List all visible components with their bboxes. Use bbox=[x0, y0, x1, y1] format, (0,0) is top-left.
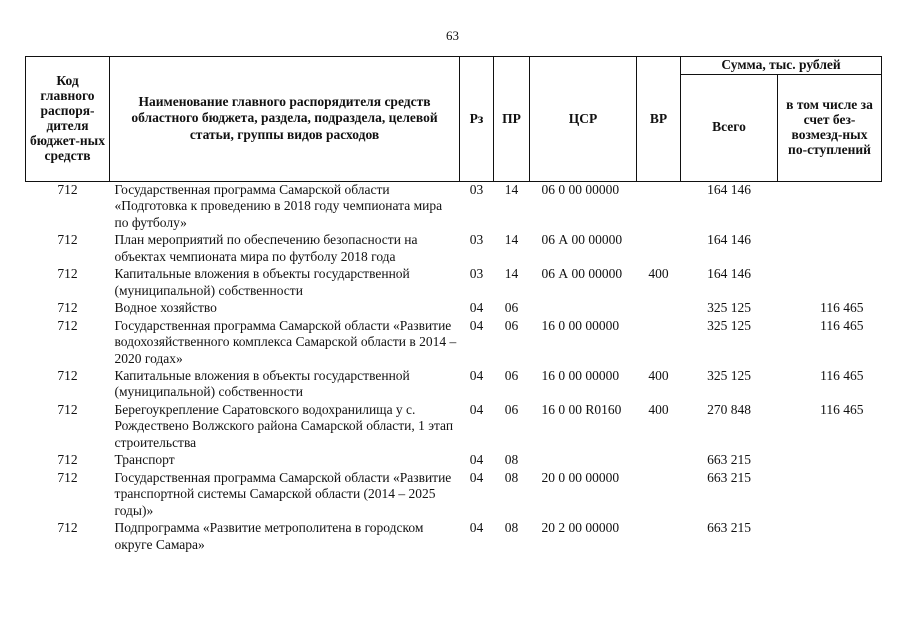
cell-rz: 04 bbox=[469, 401, 484, 417]
page-number: 63 bbox=[446, 28, 459, 43]
table-row bbox=[26, 470, 882, 520]
header-total: Всего bbox=[681, 74, 778, 181]
cell-free: 116 465 bbox=[820, 300, 864, 316]
cell-code: 712 bbox=[57, 300, 78, 316]
cell-code: 712 bbox=[57, 368, 78, 383]
cell-vr: 400 bbox=[648, 368, 669, 383]
cell-free: 116 465 bbox=[820, 401, 864, 417]
cell-name: Государственная программа Самарской области «Развитие водохозяйственного комплекса Самарской области в 2014 – 2020 годах» bbox=[114, 317, 457, 366]
header-vr: ВР bbox=[637, 57, 681, 182]
cell-pr: 08 bbox=[504, 452, 519, 468]
cell-pr: 14 bbox=[504, 232, 519, 248]
cell-code: 712 bbox=[57, 520, 78, 536]
table-row bbox=[26, 452, 882, 469]
cell-free bbox=[778, 452, 882, 469]
cell-pr: 06 bbox=[504, 300, 519, 316]
cell-csr: 06 А 00 00000 bbox=[541, 266, 623, 282]
table-row bbox=[26, 300, 882, 317]
table-row bbox=[26, 318, 882, 368]
header-sum: Сумма, тыс. рублей bbox=[681, 57, 882, 75]
cell-csr: 06 0 00 00000 bbox=[541, 181, 620, 197]
cell-csr bbox=[530, 452, 637, 469]
cell-total: 663 215 bbox=[707, 469, 751, 485]
cell-total: 325 125 bbox=[707, 317, 751, 333]
cell-code: 712 bbox=[57, 452, 78, 468]
cell-free bbox=[778, 520, 882, 554]
cell-name: Государственная программа Самарской области «Подготовка к проведению в 2018 году чемпионата мира по футболу» bbox=[114, 181, 443, 230]
cell-csr: 16 0 00 00000 bbox=[541, 368, 620, 383]
header-pr: ПР bbox=[494, 57, 530, 182]
header-free: в том числе за счет без-возмезд-ных по-ступлений bbox=[778, 74, 882, 181]
cell-rz: 03 bbox=[469, 181, 484, 197]
cell-total: 270 848 bbox=[707, 401, 751, 417]
cell-pr: 06 bbox=[504, 317, 519, 333]
table-row bbox=[26, 232, 882, 266]
cell-pr: 08 bbox=[504, 520, 519, 536]
cell-rz: 04 bbox=[469, 317, 484, 333]
cell-rz: 03 bbox=[469, 266, 484, 282]
cell-rz: 03 bbox=[469, 232, 484, 248]
header-rz: Рз bbox=[460, 57, 494, 182]
cell-pr: 06 bbox=[504, 401, 519, 417]
cell-free bbox=[778, 232, 882, 266]
cell-free: 116 465 bbox=[820, 317, 864, 333]
cell-vr bbox=[637, 470, 681, 520]
cell-csr bbox=[530, 300, 637, 317]
table-row bbox=[26, 368, 882, 402]
cell-total: 325 125 bbox=[707, 300, 751, 316]
cell-vr: 400 bbox=[648, 401, 669, 417]
table-row bbox=[26, 402, 882, 452]
cell-code: 712 bbox=[57, 317, 78, 333]
header-csr: ЦСР bbox=[530, 57, 637, 182]
cell-total: 164 146 bbox=[707, 232, 751, 248]
cell-code: 712 bbox=[57, 181, 78, 197]
cell-rz: 04 bbox=[469, 368, 484, 383]
cell-csr: 06 А 00 00000 bbox=[541, 232, 623, 248]
cell-csr: 16 0 00 R0160 bbox=[541, 401, 622, 417]
cell-pr: 14 bbox=[504, 181, 519, 197]
cell-vr: 400 bbox=[648, 266, 669, 282]
header-code: Код главного распоря-дителя бюджет-ных средств bbox=[26, 57, 110, 182]
table-row bbox=[26, 520, 882, 554]
table-header bbox=[26, 57, 882, 182]
cell-code: 712 bbox=[57, 266, 78, 282]
budget-table bbox=[25, 56, 882, 554]
cell-code: 712 bbox=[57, 469, 78, 485]
header-name: Наименование главного распорядителя средств областного бюджета, раздела, подраздела, целевой статьи, группы видов расходов bbox=[110, 57, 460, 182]
cell-free bbox=[778, 181, 882, 232]
table-row bbox=[26, 181, 882, 232]
cell-rz: 04 bbox=[469, 452, 484, 468]
table-row bbox=[26, 266, 882, 300]
cell-free: 116 465 bbox=[820, 368, 864, 383]
cell-name: Государственная программа Самарской области «Развитие транспортной системы Самарской области (2014 – 2025 годы)» bbox=[114, 469, 452, 518]
cell-name: Водное хозяйство bbox=[114, 300, 217, 316]
cell-name: План мероприятий по обеспечению безопасности на объектах чемпионата мира по футболу 2018 года bbox=[114, 232, 418, 264]
cell-total: 164 146 bbox=[707, 181, 751, 197]
cell-total: 663 215 bbox=[707, 520, 751, 536]
cell-name: Берегоукрепление Саратовского водохранилища у с. Рождествено Волжского района Самарской области, 1 этап строительства bbox=[114, 401, 454, 450]
cell-csr: 20 2 00 00000 bbox=[541, 520, 620, 536]
cell-code: 712 bbox=[57, 401, 78, 417]
cell-vr bbox=[637, 232, 681, 266]
cell-total: 663 215 bbox=[707, 452, 751, 468]
cell-pr: 08 bbox=[504, 469, 519, 485]
cell-pr: 06 bbox=[504, 368, 519, 383]
cell-free bbox=[778, 470, 882, 520]
cell-csr: 16 0 00 00000 bbox=[541, 317, 620, 333]
cell-vr bbox=[637, 300, 681, 317]
cell-vr bbox=[637, 318, 681, 368]
cell-vr bbox=[637, 520, 681, 554]
cell-vr bbox=[637, 181, 681, 232]
cell-name: Капитальные вложения в объекты государственной (муниципальной) собственности bbox=[114, 266, 410, 298]
cell-rz: 04 bbox=[469, 520, 484, 536]
cell-name: Капитальные вложения в объекты государственной (муниципальной) собственности bbox=[114, 368, 410, 400]
cell-total: 164 146 bbox=[707, 266, 751, 282]
cell-pr: 14 bbox=[504, 266, 519, 282]
table-body bbox=[26, 181, 882, 554]
cell-name: Подпрограмма «Развитие метрополитена в городском округе Самара» bbox=[114, 520, 424, 552]
cell-vr bbox=[637, 452, 681, 469]
cell-csr: 20 0 00 00000 bbox=[541, 469, 620, 485]
cell-rz: 04 bbox=[469, 469, 484, 485]
cell-free bbox=[778, 266, 882, 300]
cell-rz: 04 bbox=[469, 300, 484, 316]
cell-code: 712 bbox=[57, 232, 78, 248]
cell-name: Транспорт bbox=[114, 452, 175, 468]
cell-total: 325 125 bbox=[707, 368, 751, 383]
